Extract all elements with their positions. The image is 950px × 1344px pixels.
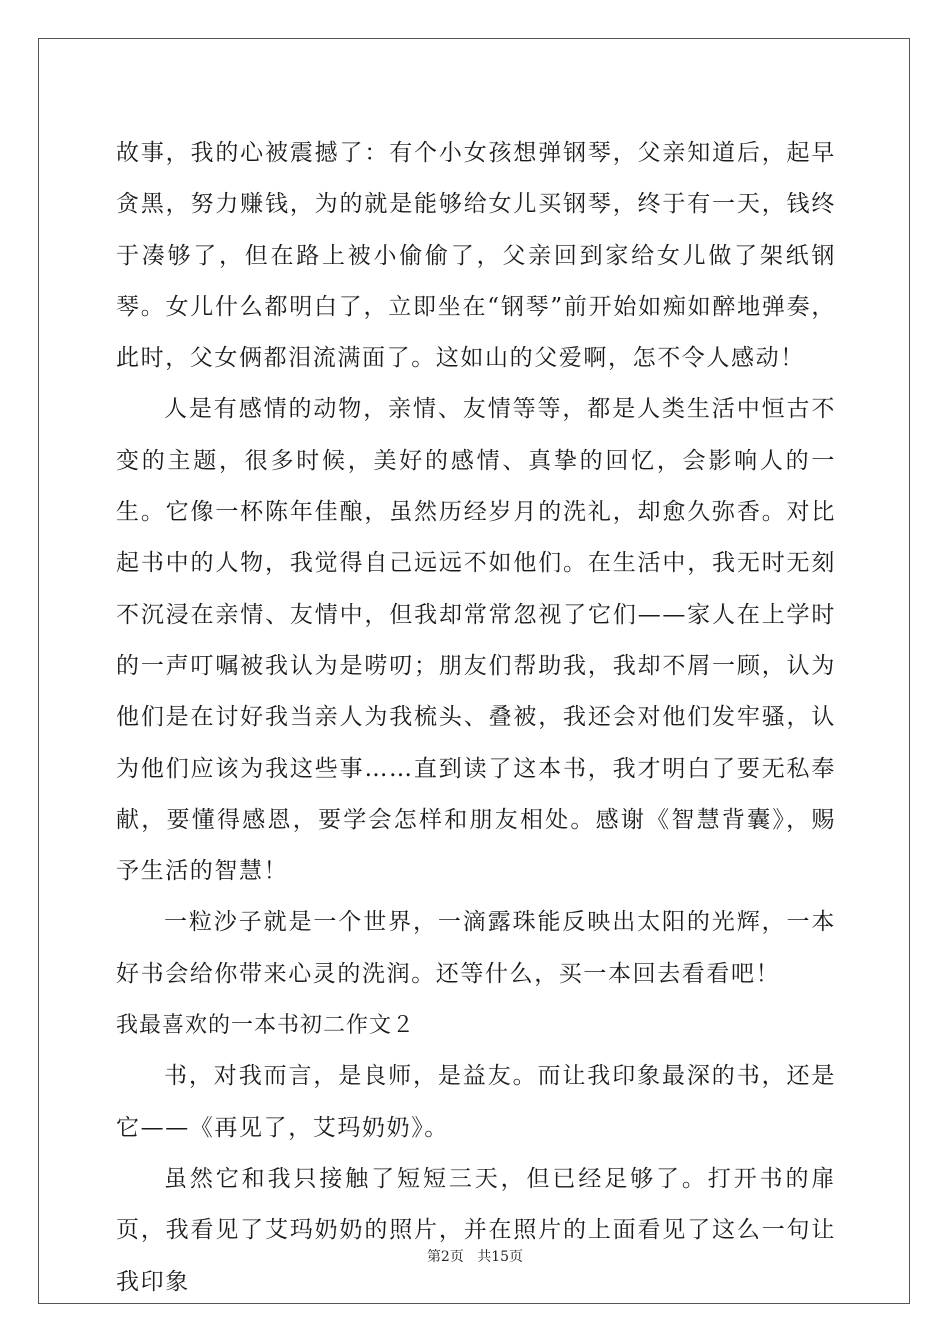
page-number: 第2页	[426, 1249, 464, 1265]
paragraph-recommendation: 一粒沙子就是一个世界，一滴露珠能反映出太阳的光辉，一本好书会给你带来心灵的洗润。还等什么，买一本回去看看吧！	[116, 909, 836, 987]
paragraph-emotions: 人是有感情的动物，亲情、友情等等，都是人类生活中恒古不变的主题，很多时候，美好的感情、真挚的回忆，会影响人的一生。它像一杯陈年佳酿，虽然历经岁月的洗礼，却愈久弥香。对比起书中的人物，我觉得自己远远不如他们。在生活中，我无时无刻不沉浸在亲情、友情中，但我却常常忽视了它们——家人在上学时的一声叮嘱被我认为是唠叨；朋友们帮助我，我却不屑一顾，认为他们是在讨好我当亲人为我梳头、叠被，我还会对他们发牢骚，认为他们应该为我这些事……直到读了这本书，我才明白了要无私奉献，要懂得感恩，要学会怎样和朋友相处。感谢《智慧背囊》，赐予生活的智慧！	[116, 396, 836, 885]
document-body	[116, 128, 836, 1308]
paragraph-first-impression: 虽然它和我只接触了短短三天，但已经足够了。打开书的扉页，我看见了艾玛奶奶的照片，并在照片的上面看见了这么一句让我印象	[116, 1165, 836, 1295]
paragraph-story-ending: 故事，我的心被震撼了：有个小女孩想弹钢琴，父亲知道后，起早贪黑，努力赚钱，为的就是能够给女儿买钢琴，终于有一天，钱终于凑够了，但在路上被小偷偷了，父亲回到家给女儿做了架纸钢琴。女儿什么都明白了，立即坐在“钢琴”前开始如痴如醉地弹奏，此时，父女俩都泪流满面了。这如山的父爱啊，怎不令人感动！	[116, 140, 836, 372]
page-total: 共15页	[477, 1249, 524, 1265]
essay-title: 我最喜欢的一本书初二作文２	[116, 1013, 416, 1039]
page-footer	[0, 1246, 950, 1266]
paragraph-intro-book: 书，对我而言，是良师，是益友。而让我印象最深的书，还是它——《再见了，艾玛奶奶》。	[116, 1063, 836, 1141]
